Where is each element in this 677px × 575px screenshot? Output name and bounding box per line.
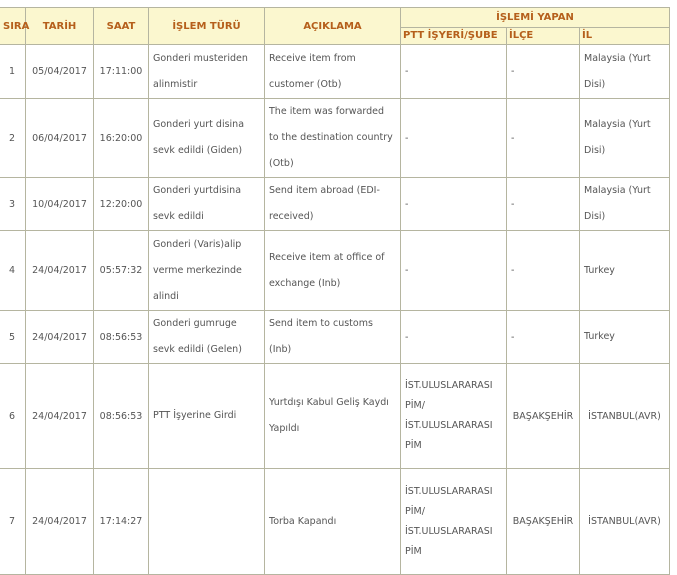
cell-tarih: 10/04/2017 <box>26 178 94 231</box>
cell-isyeri: - <box>401 45 507 99</box>
table-row <box>0 311 670 364</box>
cell-islem-turu: Gonderi yurtdisina sevk edildi <box>149 178 265 231</box>
cell-il: Malaysia (Yurt Disi) <box>580 45 670 99</box>
col-header-ptt-isyeri: PTT İŞYERİ/ŞUBE <box>401 27 507 44</box>
cell-islem-turu: Gonderi (Varis)alip verme merkezinde alindi <box>149 231 265 311</box>
cell-aciklama: Receive item from customer (Otb) <box>265 45 401 99</box>
cell-ilce: BAŞAKŞEHİR <box>507 469 580 575</box>
cell-islem-turu: Gonderi musteriden alinmistir <box>149 45 265 99</box>
table-row <box>0 99 670 178</box>
cell-sira: 5 <box>0 311 26 364</box>
cell-isyeri: - <box>401 231 507 311</box>
tracking-table <box>0 7 670 575</box>
cell-ilce: - <box>507 231 580 311</box>
cell-tarih: 24/04/2017 <box>26 311 94 364</box>
header-row <box>0 8 670 28</box>
cell-aciklama: Send item abroad (EDI-received) <box>265 178 401 231</box>
col-header-aciklama: AÇIKLAMA <box>265 8 401 45</box>
cell-islem-turu: PTT İşyerine Girdi <box>149 364 265 469</box>
cell-sira: 7 <box>0 469 26 575</box>
col-header-il: İL <box>580 27 670 44</box>
cell-il: Malaysia (Yurt Disi) <box>580 178 670 231</box>
cell-il: İSTANBUL(AVR) <box>580 469 670 575</box>
cell-tarih: 24/04/2017 <box>26 364 94 469</box>
cell-tarih: 06/04/2017 <box>26 99 94 178</box>
cell-saat: 05:57:32 <box>94 231 149 311</box>
cell-sira: 1 <box>0 45 26 99</box>
cell-saat: 17:14:27 <box>94 469 149 575</box>
cell-aciklama: Torba Kapandı <box>265 469 401 575</box>
cell-tarih: 05/04/2017 <box>26 45 94 99</box>
cell-saat: 08:56:53 <box>94 364 149 469</box>
table-row <box>0 231 670 311</box>
cell-ilce: - <box>507 178 580 231</box>
cell-tarih: 24/04/2017 <box>26 469 94 575</box>
cell-isyeri: - <box>401 178 507 231</box>
cell-aciklama: Receive item at office of exchange (Inb) <box>265 231 401 311</box>
cell-islem-turu <box>149 469 265 575</box>
col-header-saat: SAAT <box>94 8 149 45</box>
cell-islem-turu: Gonderi gumruge sevk edildi (Gelen) <box>149 311 265 364</box>
cell-isyeri: - <box>401 99 507 178</box>
cell-saat: 17:11:00 <box>94 45 149 99</box>
cell-saat: 12:20:00 <box>94 178 149 231</box>
col-header-tarih: TARİH <box>26 8 94 45</box>
cell-isyeri: İST.ULUSLARARASI PİM/ İST.ULUSLARARASI PİM <box>401 364 507 469</box>
cell-sira: 6 <box>0 364 26 469</box>
col-header-ilce: İLÇE <box>507 27 580 44</box>
table-row <box>0 45 670 99</box>
cell-sira: 2 <box>0 99 26 178</box>
cell-sira: 4 <box>0 231 26 311</box>
cell-sira: 3 <box>0 178 26 231</box>
table-row <box>0 469 670 575</box>
table-row <box>0 364 670 469</box>
cell-il: Turkey <box>580 311 670 364</box>
cell-aciklama: Send item to customs (Inb) <box>265 311 401 364</box>
table-row <box>0 178 670 231</box>
cell-tarih: 24/04/2017 <box>26 231 94 311</box>
cell-il: Malaysia (Yurt Disi) <box>580 99 670 178</box>
cell-islem-turu: Gonderi yurt disina sevk edildi (Giden) <box>149 99 265 178</box>
cell-isyeri: - <box>401 311 507 364</box>
cell-ilce: - <box>507 45 580 99</box>
cell-isyeri: İST.ULUSLARARASI PİM/ İST.ULUSLARARASI PİM <box>401 469 507 575</box>
cell-aciklama: The item was forwarded to the destination country (Otb) <box>265 99 401 178</box>
cell-ilce: BAŞAKŞEHİR <box>507 364 580 469</box>
col-header-islem-turu: İŞLEM TÜRÜ <box>149 8 265 45</box>
cell-ilce: - <box>507 99 580 178</box>
cell-il: Turkey <box>580 231 670 311</box>
cell-saat: 08:56:53 <box>94 311 149 364</box>
cell-ilce: - <box>507 311 580 364</box>
cell-aciklama: Yurtdışı Kabul Geliş Kaydı Yapıldı <box>265 364 401 469</box>
col-header-sira: SIRA <box>0 8 26 45</box>
cell-il: İSTANBUL(AVR) <box>580 364 670 469</box>
cell-saat: 16:20:00 <box>94 99 149 178</box>
col-header-islemi-yapan: İŞLEMİ YAPAN <box>401 8 670 28</box>
